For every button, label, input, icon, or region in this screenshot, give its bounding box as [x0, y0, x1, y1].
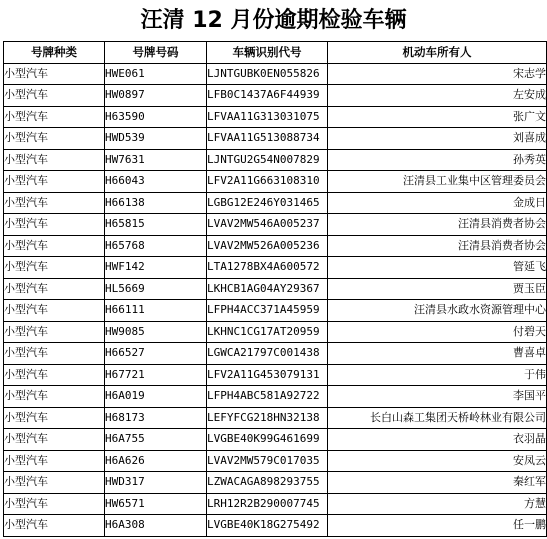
owner-cell: 长白山森工集团天桥岭林业有限公司 — [328, 407, 547, 429]
plate-type-cell: 小型汽车 — [4, 450, 105, 472]
table-row — [4, 407, 547, 429]
plate-type-cell: 小型汽车 — [4, 386, 105, 408]
owner-cell: 贾玉臣 — [328, 278, 547, 300]
vin-cell: LEFYFCG218HN32138 — [207, 407, 328, 429]
vin-cell: LTA1278BX4A600572 — [207, 257, 328, 279]
plate-number-cell: HWD539 — [105, 128, 207, 150]
owner-cell: 任一鹏 — [328, 515, 547, 537]
table-header-row — [4, 42, 547, 64]
plate-type-cell: 小型汽车 — [4, 149, 105, 171]
plate-number-cell: H66043 — [105, 171, 207, 193]
vin-cell: LRH12R2B290007745 — [207, 493, 328, 515]
table-row — [4, 235, 547, 257]
table-row — [4, 343, 547, 365]
plate-number-cell: H66111 — [105, 300, 207, 322]
vin-cell: LFVAA11G313031075 — [207, 106, 328, 128]
vin-cell: LFB0C1437A6F44939 — [207, 85, 328, 107]
owner-cell: 汪清县工业集中区管理委员会 — [328, 171, 547, 193]
vin-cell: LGBG12E246Y031465 — [207, 192, 328, 214]
vin-cell: LJNTGUBK0EN055826 — [207, 63, 328, 85]
plate-number-cell: H65768 — [105, 235, 207, 257]
table-row — [4, 192, 547, 214]
owner-cell: 孙秀英 — [328, 149, 547, 171]
plate-type-cell: 小型汽车 — [4, 407, 105, 429]
owner-cell: 付碧天 — [328, 321, 547, 343]
owner-cell: 汪清县消费者协会 — [328, 235, 547, 257]
plate-type-cell: 小型汽车 — [4, 472, 105, 494]
table-row — [4, 515, 547, 537]
owner-cell: 秦红军 — [328, 472, 547, 494]
vin-cell: LVGBE40K99G461699 — [207, 429, 328, 451]
vin-cell: LVAV2MW579C017035 — [207, 450, 328, 472]
table-row — [4, 128, 547, 150]
plate-type-cell: 小型汽车 — [4, 85, 105, 107]
vin-cell: LFVAA11G513088734 — [207, 128, 328, 150]
owner-cell: 于伟 — [328, 364, 547, 386]
plate-type-cell: 小型汽车 — [4, 429, 105, 451]
plate-type-cell: 小型汽车 — [4, 128, 105, 150]
plate-number-cell: H6A755 — [105, 429, 207, 451]
table-row — [4, 429, 547, 451]
vin-cell: LZWACAGA898293755 — [207, 472, 328, 494]
plate-type-cell: 小型汽车 — [4, 171, 105, 193]
table-row — [4, 149, 547, 171]
plate-number-cell: HW0897 — [105, 85, 207, 107]
table-row — [4, 450, 547, 472]
plate-number-cell: H6A019 — [105, 386, 207, 408]
owner-cell: 管延飞 — [328, 257, 547, 279]
header-plate-number: 号牌号码 — [105, 42, 207, 64]
vin-cell: LVGBE40K18G275492 — [207, 515, 328, 537]
plate-number-cell: H6A308 — [105, 515, 207, 537]
plate-number-cell: H67721 — [105, 364, 207, 386]
plate-number-cell: HW6571 — [105, 493, 207, 515]
plate-number-cell: H65815 — [105, 214, 207, 236]
owner-cell: 刘喜成 — [328, 128, 547, 150]
owner-cell: 汪清县消费者协会 — [328, 214, 547, 236]
table-row — [4, 257, 547, 279]
owner-cell: 张广文 — [328, 106, 547, 128]
plate-type-cell: 小型汽车 — [4, 493, 105, 515]
vin-cell: LFV2A11G663108310 — [207, 171, 328, 193]
owner-cell: 金成日 — [328, 192, 547, 214]
plate-number-cell: HWD317 — [105, 472, 207, 494]
table-row — [4, 106, 547, 128]
table-row — [4, 85, 547, 107]
vehicle-table — [3, 41, 547, 537]
plate-type-cell: 小型汽车 — [4, 235, 105, 257]
plate-type-cell: 小型汽车 — [4, 257, 105, 279]
plate-number-cell: H68173 — [105, 407, 207, 429]
table-row — [4, 493, 547, 515]
plate-number-cell: HWE061 — [105, 63, 207, 85]
plate-type-cell: 小型汽车 — [4, 278, 105, 300]
plate-number-cell: HWF142 — [105, 257, 207, 279]
vin-cell: LKHNC1CG17AT20959 — [207, 321, 328, 343]
table-row — [4, 171, 547, 193]
plate-number-cell: HL5669 — [105, 278, 207, 300]
plate-type-cell: 小型汽车 — [4, 192, 105, 214]
table-row — [4, 386, 547, 408]
table-row — [4, 63, 547, 85]
plate-number-cell: H66138 — [105, 192, 207, 214]
table-row — [4, 214, 547, 236]
plate-type-cell: 小型汽车 — [4, 214, 105, 236]
owner-cell: 安凤云 — [328, 450, 547, 472]
vin-cell: LVAV2MW546A005237 — [207, 214, 328, 236]
header-vin: 车辆识别代号 — [207, 42, 328, 64]
vin-cell: LGWCA21797C001438 — [207, 343, 328, 365]
owner-cell: 左安成 — [328, 85, 547, 107]
table-row — [4, 278, 547, 300]
vin-cell: LFV2A11G453079131 — [207, 364, 328, 386]
vin-cell: LKHCB1AG04AY29367 — [207, 278, 328, 300]
table-row — [4, 364, 547, 386]
plate-type-cell: 小型汽车 — [4, 343, 105, 365]
header-owner: 机动车所有人 — [328, 42, 547, 64]
plate-type-cell: 小型汽车 — [4, 106, 105, 128]
page-title: 汪清 12 月份逾期检验车辆 — [140, 8, 407, 33]
plate-type-cell: 小型汽车 — [4, 300, 105, 322]
owner-cell: 曹喜卓 — [328, 343, 547, 365]
owner-cell: 衣羽晶 — [328, 429, 547, 451]
plate-number-cell: HW9085 — [105, 321, 207, 343]
plate-number-cell: H6A626 — [105, 450, 207, 472]
vin-cell: LFPH4ACC371A45959 — [207, 300, 328, 322]
owner-cell: 宋志学 — [328, 63, 547, 85]
owner-cell: 李国平 — [328, 386, 547, 408]
plate-type-cell: 小型汽车 — [4, 63, 105, 85]
vin-cell: LJNTGU2G54N007829 — [207, 149, 328, 171]
owner-cell: 汪清县水政水资源管理中心 — [328, 300, 547, 322]
vin-cell: LFPH4ABC581A92722 — [207, 386, 328, 408]
plate-number-cell: H63590 — [105, 106, 207, 128]
header-plate-type: 号牌种类 — [4, 42, 105, 64]
plate-number-cell: HW7631 — [105, 149, 207, 171]
owner-cell: 方慧 — [328, 493, 547, 515]
plate-type-cell: 小型汽车 — [4, 321, 105, 343]
table-row — [4, 472, 547, 494]
plate-type-cell: 小型汽车 — [4, 515, 105, 537]
plate-type-cell: 小型汽车 — [4, 364, 105, 386]
table-row — [4, 300, 547, 322]
vin-cell: LVAV2MW526A005236 — [207, 235, 328, 257]
plate-number-cell: H66527 — [105, 343, 207, 365]
table-row — [4, 321, 547, 343]
